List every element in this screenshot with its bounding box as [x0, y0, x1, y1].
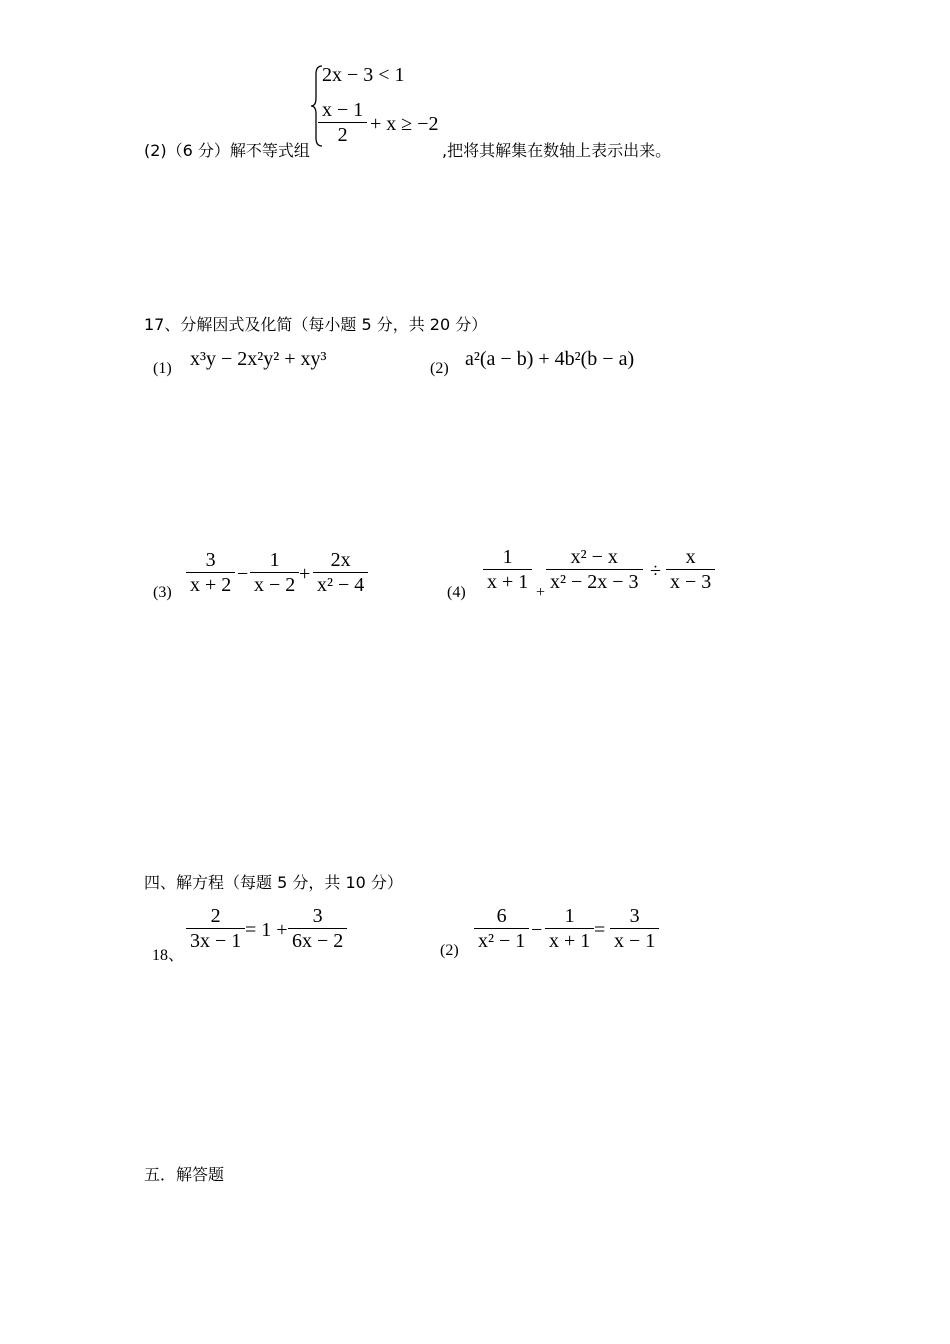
- numerator: x² − x: [570, 546, 618, 568]
- sec4-e1-frac-1: [186, 904, 245, 953]
- q17-header: 17、分解因式及化简（每小题 5 分，共 20 分）: [144, 315, 488, 334]
- denominator: x + 1: [549, 930, 591, 952]
- denominator: x − 1: [614, 930, 656, 952]
- system-line-1: 2x − 3 < 1: [322, 64, 405, 86]
- numerator: 2x: [330, 549, 351, 571]
- q17-p1-label: (1): [153, 360, 172, 377]
- sec4-p2-label: (2): [440, 942, 459, 959]
- numerator: 3: [629, 905, 640, 927]
- sec4-e2-frac-2: [545, 904, 594, 953]
- q17-p2-expr: a²(a − b) + 4b²(b − a): [465, 348, 635, 370]
- q17-p3-op1: −: [237, 563, 249, 585]
- system-fraction: [318, 98, 367, 147]
- denominator: x² − 1: [478, 930, 526, 952]
- denominator: x − 2: [254, 574, 296, 596]
- numerator: 6: [496, 905, 507, 927]
- sec4-e2-op2: =: [594, 919, 606, 941]
- sec4-e1-frac-2: [288, 904, 347, 953]
- q17-p1-expr: x³y − 2x²y² + xy³: [190, 348, 327, 370]
- denominator: 3x − 1: [190, 930, 242, 952]
- q17-p4-op2: ÷: [650, 560, 661, 582]
- sec4-e1-mid: = 1 +: [245, 919, 288, 941]
- q16-2-label: (2)（6 分）解不等式组: [144, 141, 310, 160]
- q17-p3-frac-3: [313, 548, 368, 597]
- numerator: 1: [502, 546, 513, 568]
- numerator: 2: [210, 905, 221, 927]
- q17-p4-label: (4): [447, 584, 466, 601]
- fraction-numerator: x − 1: [322, 99, 364, 121]
- fraction-denominator: 2: [337, 124, 348, 146]
- q17-p3-op2: +: [299, 563, 311, 585]
- q17-p2-label: (2): [430, 360, 449, 377]
- system-line-2-tail: + x ≥ −2: [370, 113, 439, 135]
- q17-p4-frac-2: [546, 545, 643, 594]
- denominator: x + 1: [487, 571, 529, 593]
- sec4-header: 四、解方程（每题 5 分，共 10 分）: [144, 873, 403, 892]
- numerator: x: [685, 546, 696, 568]
- q17-p3-label: (3): [153, 584, 172, 601]
- sec5-header: 五．解答题: [144, 1165, 225, 1184]
- denominator: x² − 4: [317, 574, 365, 596]
- q17-p4-frac-1: [483, 545, 532, 594]
- numerator: 3: [205, 549, 216, 571]
- q17-p3-frac-2: [250, 548, 299, 597]
- denominator: x − 3: [670, 571, 712, 593]
- q17-p4-frac-3: [666, 545, 715, 594]
- denominator: 6x − 2: [292, 930, 344, 952]
- sec4-e2-frac-1: [474, 904, 529, 953]
- sec4-e2-frac-3: [610, 904, 659, 953]
- numerator: 1: [269, 549, 280, 571]
- sec4-p1-label: 18、: [152, 947, 185, 964]
- q17-p4-op1: +: [536, 584, 546, 601]
- denominator: x² − 2x − 3: [550, 571, 639, 593]
- numerator: 3: [312, 905, 323, 927]
- numerator: 1: [564, 905, 575, 927]
- denominator: x + 2: [190, 574, 232, 596]
- sec4-e2-op1: −: [531, 919, 543, 941]
- q17-p3-frac-1: [186, 548, 235, 597]
- q16-2-tail: ,把将其解集在数轴上表示出来。: [442, 141, 672, 160]
